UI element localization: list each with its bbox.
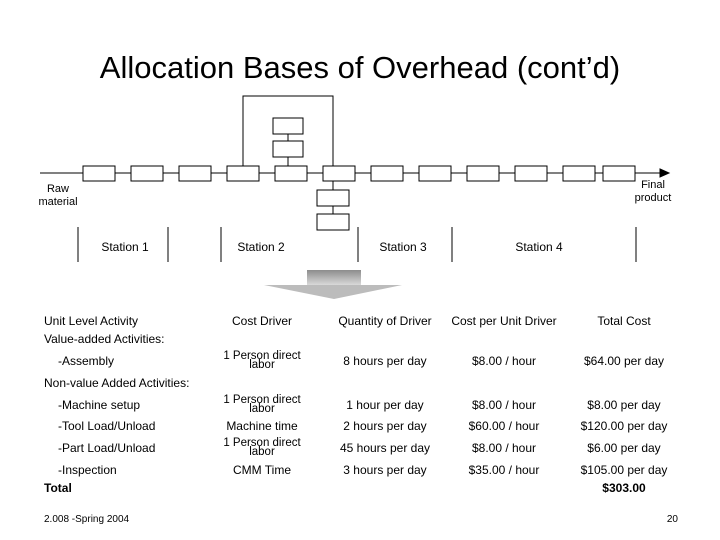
row-total: $120.00 per day bbox=[580, 419, 668, 433]
row-activity: -Part Load/Unload bbox=[58, 441, 156, 455]
station-label: Station 2 bbox=[237, 240, 285, 254]
row-unit-cost: $60.00 / hour bbox=[468, 419, 540, 433]
branch-box-2 bbox=[317, 214, 349, 230]
raw-material-label: Raw material bbox=[38, 183, 78, 208]
row-quantity: 3 hours per day bbox=[343, 463, 427, 477]
section-value-added: Value-added Activities: bbox=[44, 332, 165, 346]
header-total-cost: Total Cost bbox=[597, 314, 651, 328]
row-quantity: 1 hour per day bbox=[346, 398, 424, 412]
row-total: $8.00 per day bbox=[587, 398, 661, 412]
total-label: Total bbox=[44, 481, 72, 495]
row-activity: -Machine setup bbox=[58, 398, 141, 412]
station-label: Station 4 bbox=[515, 240, 563, 254]
row-unit-cost: $8.00 / hour bbox=[471, 354, 537, 368]
branch-box-1 bbox=[317, 190, 349, 206]
row-cost-driver: 1 Person direct labor bbox=[223, 394, 301, 415]
row-total: $6.00 per day bbox=[587, 441, 661, 455]
row-cost-driver: CMM Time bbox=[233, 463, 291, 477]
section-non-value-added: Non-value Added Activities: bbox=[44, 376, 190, 390]
row-total: $64.00 per day bbox=[583, 354, 665, 368]
row-quantity: 8 hours per day bbox=[343, 354, 427, 368]
row-quantity: 45 hours per day bbox=[339, 441, 431, 455]
row-cost-driver: Machine time bbox=[226, 419, 298, 433]
footer-course: 2.008 -Spring 2004 bbox=[44, 514, 130, 525]
header-quantity: Quantity of Driver bbox=[338, 314, 432, 328]
row-activity: -Assembly bbox=[58, 354, 115, 368]
row-total: $105.00 per day bbox=[580, 463, 668, 477]
final-product-label: Final product bbox=[634, 179, 672, 204]
down-arrow-head bbox=[264, 285, 402, 299]
total-value: $303.00 bbox=[602, 481, 646, 495]
header-cost-per-unit: Cost per Unit Driver bbox=[451, 314, 557, 328]
station-label: Station 3 bbox=[379, 240, 427, 254]
station-label: Station 1 bbox=[101, 240, 149, 254]
down-arrow-shaft bbox=[307, 270, 361, 285]
slide-title: Allocation Bases of Overhead (cont’d) bbox=[99, 50, 621, 85]
row-cost-driver: 1 Person direct labor bbox=[223, 350, 301, 371]
row-unit-cost: $8.00 / hour bbox=[471, 398, 537, 412]
row-activity: -Tool Load/Unload bbox=[58, 419, 156, 433]
loop-box-upper bbox=[273, 118, 303, 134]
loop-box-lower bbox=[273, 141, 303, 157]
row-cost-driver: 1 Person direct labor bbox=[223, 437, 301, 458]
conveyor-arrowhead bbox=[660, 169, 669, 177]
row-unit-cost: $35.00 / hour bbox=[468, 463, 540, 477]
header-unit-level-activity: Unit Level Activity bbox=[44, 314, 139, 328]
row-unit-cost: $8.00 / hour bbox=[471, 441, 537, 455]
header-cost-driver: Cost Driver bbox=[231, 314, 292, 328]
row-activity: -Inspection bbox=[58, 463, 117, 477]
page-number: 20 bbox=[666, 514, 678, 525]
row-quantity: 2 hours per day bbox=[343, 419, 427, 433]
